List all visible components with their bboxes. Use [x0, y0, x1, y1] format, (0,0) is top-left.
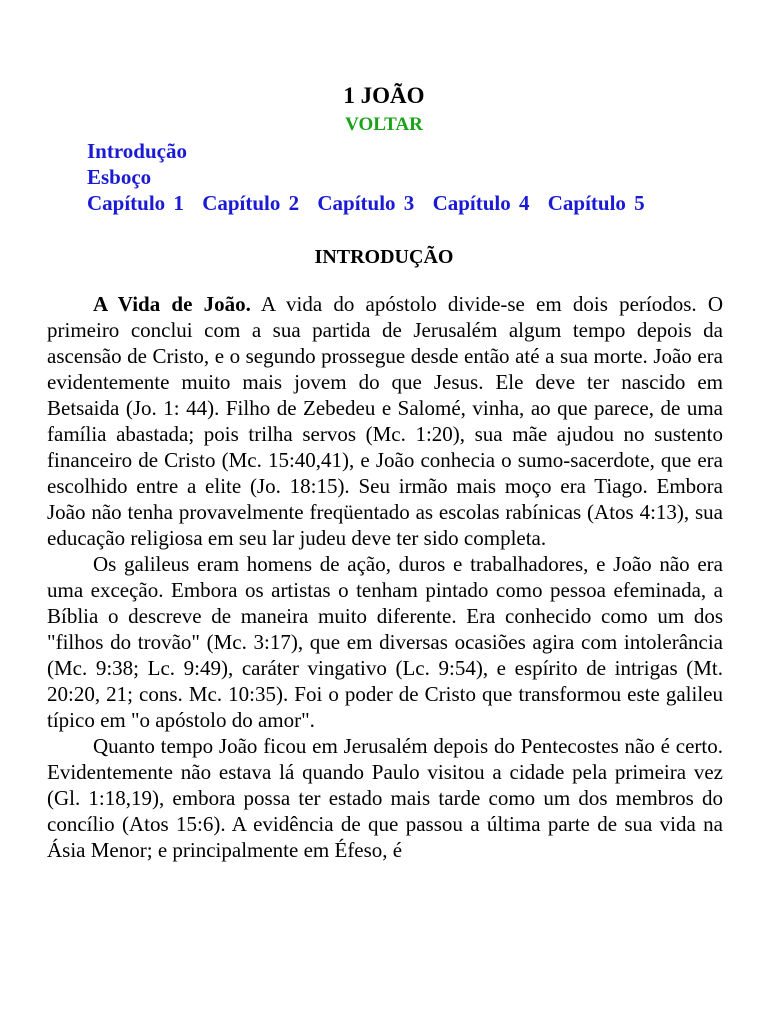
paragraph-3: Quanto tempo João ficou em Jerusalém depois do Pentecostes não é certo. Evidentemente não estava lá quando Paulo visitou a cidade pela primeira vez (Gl. 1:18,19), embora possa ter estado mais tarde como um dos membros do concílio (Atos 15:6). A evidência de que passou a última parte de sua vida na Ásia Menor; e principalmente em Éfeso, é: [47, 734, 723, 862]
back-link[interactable]: VOLTAR: [345, 114, 423, 135]
chapter-link-3[interactable]: Capítulo 3: [317, 191, 415, 215]
section-heading: INTRODUÇÃO: [314, 246, 454, 268]
paragraph-text: A vida do apóstolo divide-se em dois períodos. O primeiro conclui com a sua partida de Jerusalém algum tempo depois da ascensão de Cristo, e o segundo prossegue desde então até a sua morte. João era evidentemente muito mais jovem do que Jesus. Ele deve ter nascido em Betsaida (Jo. 1: 44). Filho de Zebedeu e Salomé, vinha, ao que parece, de uma família abastada; pois trilha servos (Mc. 1:20), sua mãe ajudou no sustento financeiro de Cristo (Mc. 15:40,41), e João conhecia o sumo-sacerdote, que era escolhido entre a elite (Jo. 18:15). Seu irmão mais moço era Tiago. Embora João não tenha provavelmente freqüentado as escolas rabínicas (Atos 4:13), sua educação religiosa em seu lar judeu deve ter sido completa.: [47, 292, 723, 550]
paragraph-lead: A Vida de João.: [93, 292, 251, 316]
chapter-link-2[interactable]: Capítulo 2: [202, 191, 300, 215]
paragraph-2: Os galileus eram homens de ação, duros e trabalhadores, e João não era uma exceção. Embora os artistas o tenham pintado como pessoa efeminada, a Bíblia o descreve de maneira muito diferente. Era conhecido como um dos "filhos do trovão" (Mc. 3:17), que em diversas ocasiões agira com intolerância (Mc. 9:38; Lc. 9:49), caráter vingativo (Lc. 9:54), e espírito de intrigas (Mt. 20:20, 21; cons. Mc. 10:35). Foi o poder de Cristo que transformou este galileu típico em "o apóstolo do amor".: [47, 552, 723, 732]
nav-link-outline[interactable]: Esboço: [87, 165, 152, 189]
chapter-link-1[interactable]: Capítulo 1: [87, 191, 184, 215]
chapter-links: [87, 190, 658, 216]
chapter-link-5[interactable]: Capítulo 5: [547, 191, 645, 215]
nav-link-introduction[interactable]: Introdução: [87, 139, 187, 163]
paragraph-1: [47, 291, 723, 551]
book-title: 1 JOÃO: [343, 83, 425, 108]
body-text: [47, 291, 723, 863]
chapter-link-4[interactable]: Capítulo 4: [432, 191, 530, 215]
